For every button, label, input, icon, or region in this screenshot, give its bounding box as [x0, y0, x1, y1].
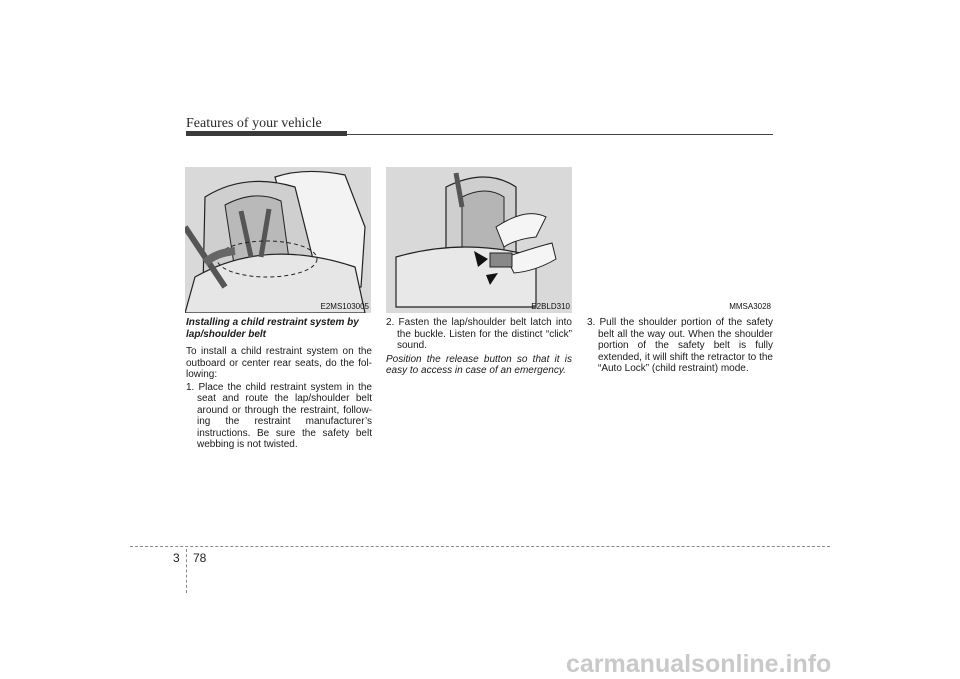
step-1: 1. Place the child restraint system in the seat and route the lap/shoulder belt around or through the restraint, follow- ing the restraint manufacturer’s instructions. Be sure the safety belt webbing is not twisted.	[186, 381, 372, 450]
intro-paragraph: To install a child restraint system on the outboard or center rear seats, do the fol- lowing:	[186, 346, 372, 380]
watermark: carmanualsonline.info	[566, 650, 832, 678]
header-title: Features of your vehicle	[186, 116, 322, 131]
child-seat-illustration-1	[185, 167, 371, 313]
header-tab	[186, 131, 347, 136]
figure-code: MMSA3028	[729, 302, 771, 311]
column-2	[386, 317, 572, 378]
chapter-number: 3	[173, 551, 180, 565]
figure-1	[185, 167, 371, 313]
column-3	[587, 317, 773, 376]
child-seat-illustration-2	[386, 167, 572, 313]
column-1	[186, 317, 372, 452]
footer-rule	[130, 546, 830, 547]
footer-divider	[186, 549, 187, 593]
figure-code: E2BLD310	[531, 302, 570, 311]
figure-2	[386, 167, 572, 313]
release-note: Position the release button so that it is easy to access in case of an emergency.	[386, 353, 572, 376]
figure-code: E2MS103005	[320, 302, 369, 311]
step-2: 2. Fasten the lap/shoulder belt latch into the buckle. Listen for the distinct “click” sound.	[386, 317, 572, 351]
section-subheading: Installing a child restraint system by lap/shoulder belt	[186, 317, 359, 340]
figure-3	[587, 167, 773, 313]
page-number: 78	[193, 551, 207, 565]
step-3: 3. Pull the shoulder portion of the safety belt all the way out. When the shoulder portion of the safety belt is fully extended, it will shift the retractor to the “Auto Lock” (child restraint) mode.	[587, 317, 773, 374]
